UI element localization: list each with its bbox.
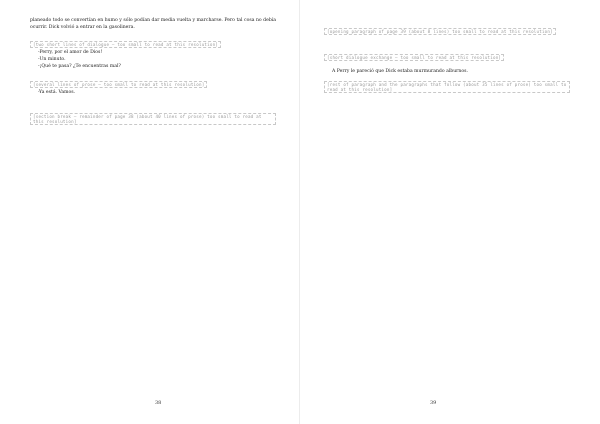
illegible-passage: [two short lines of dialogue — too small to read at this resolution] <box>30 41 221 48</box>
illegible-passage: [short dialogue exchange — too small to read at this resolution] <box>324 54 504 61</box>
dialogue-line: -Un minuto. <box>38 57 66 63</box>
left-page-text <box>30 18 276 127</box>
illegible-passage: [several lines of prose — too small to read at this resolution] <box>30 81 207 88</box>
page-number-left: 38 <box>155 400 162 406</box>
right-page <box>300 0 600 424</box>
body-paragraph: planeado todo se convertían en humo y sólo podían dar media vuelta y marcharse. Pero tal cosa no debía ocurrir. Dick volvió a entrar en la gasolinera. <box>30 18 276 30</box>
illegible-passage: [section break — remainder of page 38 (about 40 lines of prose) too small to read at this resolution] <box>30 113 276 125</box>
body-paragraph: A Perry le pareció que Dick estaba murmurando alburnos. <box>332 69 468 74</box>
illegible-passage: [rest of paragraph and the paragraphs that follow (about 35 lines of prose) too small to read at this resolution] <box>324 81 570 93</box>
paragraph-gap <box>324 37 570 44</box>
dialogue-line: -Perry, por el amor de Dios! <box>38 50 103 56</box>
page-number-right: 39 <box>430 400 437 406</box>
dialogue-line: -¡Qué te pasa? ¿Te encuentras mal? <box>38 63 121 69</box>
dialogue-line: -Ya está. Vamos. <box>38 89 76 95</box>
right-page-text <box>324 18 570 95</box>
paragraph-gap <box>30 96 276 108</box>
illegible-passage: [opening paragraph of page 39 (about 8 lines) too small to read at this resolution] <box>324 28 556 35</box>
